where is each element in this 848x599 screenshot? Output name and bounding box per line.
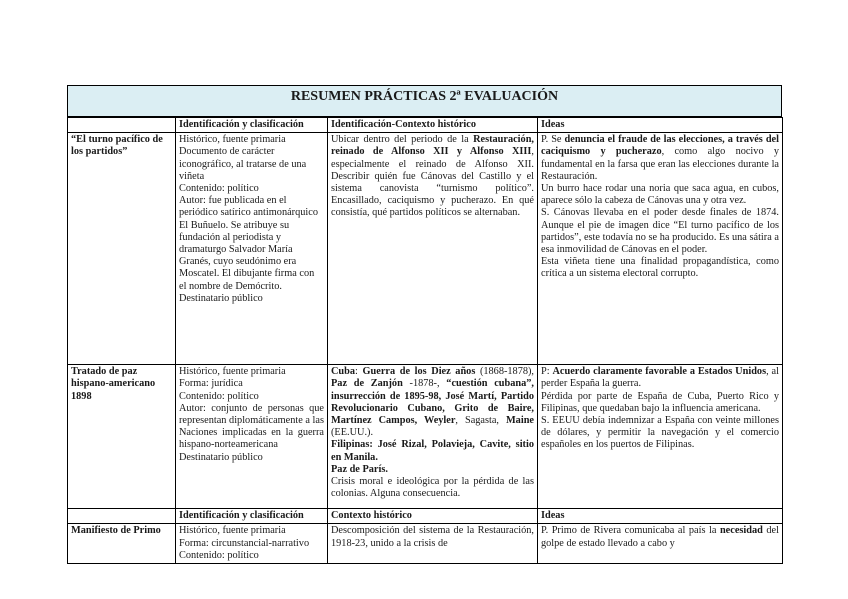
summary-table [67,117,783,564]
ident-line: Forma: jurídica [179,378,243,390]
ident-line: Destinatario público [179,292,263,304]
row-label: Tratado de paz hispano-americano 1898 [68,365,176,509]
ideas-paragraph: Un burro hace rodar una noria que saca agua, en cubos, aparece sólo la cabeza de Cánovas una y otra vez. [541,183,779,207]
header-ideas: Ideas [538,509,783,524]
ident-cell [176,524,328,564]
ident-line: Autor: fue publicada en el periódico satírico antimonárquico El Buñuelo. Se atribuye su fundación al periodista y dramaturgo Salvador María Granés, cuyo seudónimo era Moscatel. El dibujante firma con el nombre de Demócrito. [179,195,318,292]
ideas-paragraph: Pérdida por parte de España de Cuba, Puerto Rico y Filipinas, que quedaban bajo la influencia americana. [541,390,779,414]
context-cell: Descomposición del sistema de la Restauración, 1918-23, unido a la crisis de [328,524,538,564]
ident-cell [176,365,328,509]
table-header-row [68,118,783,133]
context-cell: Ubicar dentro del periodo de la Restauración, reinado de Alfonso XII y Alfonso XIII, especialmente el reinado de Alfonso XII. Describir quién fue Cánovas del Castillo y el sistema canovista “turnismo político”. Encasillado, caciquismo y pucherazo. En qué consistía, qué partidos políticos se alternaban. [328,133,538,365]
table-row [68,133,783,365]
ident-line: Histórico, fuente primaria [179,134,286,146]
row-label: Manifiesto de Primo [68,524,176,564]
ident-line: Histórico, fuente primaria [179,366,286,378]
header-contexto: Contexto histórico [328,509,538,524]
header-ideas: Ideas [538,118,783,133]
ideas-cell: P. Primo de Rivera comunicaba al país la necesidad del golpe de estado llevado a cabo y [538,524,783,564]
page-title: RESUMEN PRÁCTICAS 2ª EVALUACIÓN [67,85,782,117]
ident-line: Destinatario público [179,451,263,463]
table-row [68,524,783,564]
ideas-cell [538,133,783,365]
context-cell [328,365,538,509]
ident-line: Contenido: político [179,390,259,402]
ident-line: Contenido: político [179,549,259,561]
row-label: “El turno pacífico de los partidos” [68,133,176,365]
ideas-paragraph: S. EEUU debía indemnizar a España con veinte millones de dólares, y permitir la navegación y el comercio españoles en los puertos de Filipinas. [541,415,779,451]
ident-line: Contenido: político [179,183,259,195]
context-paragraph: Crisis moral e ideológica por la pérdida de las colonias. Alguna consecuencia. [331,476,534,500]
ident-line: Documento de carácter iconográfico, al tratarse de una viñeta [179,146,307,182]
table-header-row [68,509,783,524]
ident-line: Forma: circunstancial-narrativo [179,537,310,549]
ideas-paragraph: P. Se denuncia el fraude de las elecciones, a través del caciquismo y pucherazo, como algo nocivo y fundamental en la farsa que eran las elecciones durante la Restauración. [541,134,779,182]
header-empty-cell [68,118,176,133]
ideas-paragraph: P: Acuerdo claramente favorable a Estados Unidos, al perder España la guerra. [541,366,779,390]
table-row [68,365,783,509]
ident-line: Autor: conjunto de personas que representan diplomáticamente a las Naciones implicadas en la guerra hispano-norteamericana [179,402,324,451]
context-paragraph: Paz de París. [331,463,388,475]
ideas-paragraph: Esta viñeta tiene una finalidad propagandística, como crítica a un sistema electoral corrupto. [541,256,779,280]
ideas-paragraph: S. Cánovas llevaba en el poder desde finales de 1874. Aunque el pie de imagen dice “El turno pacífico de los partidos”, este todavía no se ha producido. Es una sátira a esa inmovilidad de Cánovas en el poder. [541,207,779,256]
header-identificacion: Identificación y clasificación [176,118,328,133]
context-paragraph: Filipinas: José Rizal, Polavieja, Cavite, sitio en Manila. [331,439,534,463]
header-contexto: Identificación-Contexto histórico [328,118,538,133]
ident-cell [176,133,328,365]
header-identificacion: Identificación y clasificación [176,509,328,524]
ident-line: Histórico, fuente primaria [179,525,286,537]
context-paragraph: Cuba: Guerra de los Diez años (1868-1878), Paz de Zanjón -1878-, “cuestión cubana”, insurrección de 1895-98, José Martí, Partido Revolucionario Cubano, Grito de Baire, Martínez Campos, Weyler, Sagasta, Maine (EE.UU.). [331,366,535,439]
header-empty-cell [68,509,176,524]
ideas-cell [538,365,783,509]
